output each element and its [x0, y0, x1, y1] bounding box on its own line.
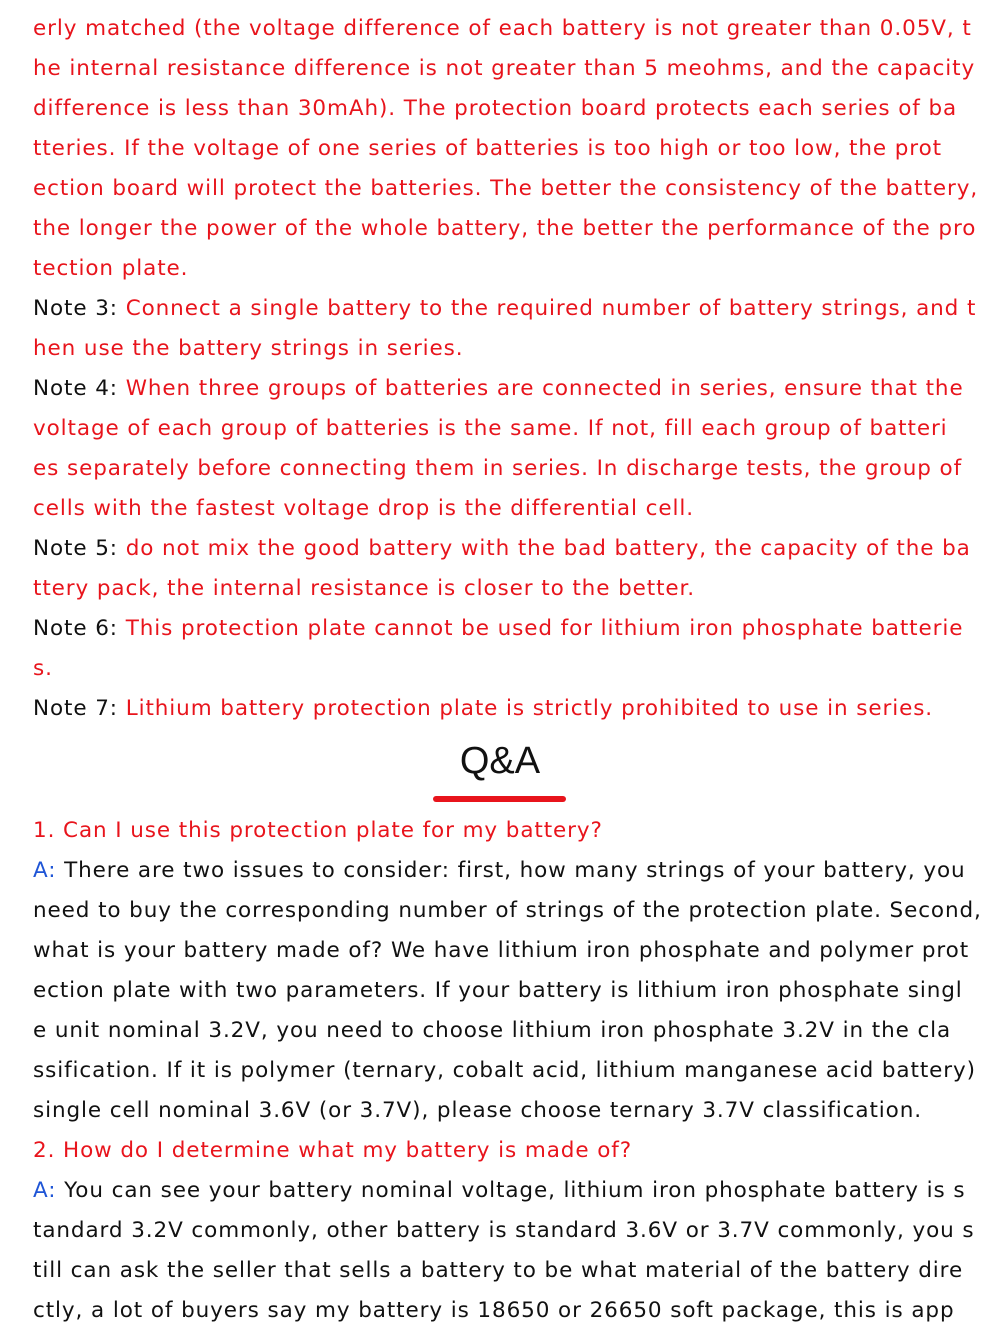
text-segment: he internal resistance difference is not greater than 5 meohms, and the capacity — [33, 56, 976, 81]
qa-heading-underline — [433, 796, 566, 802]
note-label: Note 6: — [33, 616, 126, 641]
text-segment: ttery pack, the internal resistance is closer to the better. — [33, 576, 696, 601]
notes-line — [33, 49, 975, 89]
text-segment: When three groups of batteries are connected in series, ensure that the — [125, 376, 964, 401]
notes-line — [33, 569, 695, 609]
qa-line — [33, 811, 603, 851]
note-label: Note 4: — [33, 376, 126, 401]
notes-line — [33, 609, 963, 649]
qa-line — [33, 931, 969, 971]
qa-line — [33, 1011, 951, 1051]
text-segment: es separately before connecting them in series. In discharge tests, the group of — [33, 456, 963, 481]
text-segment: ection board will protect the batteries. The better the consistency of the battery, — [33, 176, 979, 201]
notes-line — [33, 209, 976, 249]
answer-label: A: — [33, 858, 65, 883]
qa-heading: Q&A — [459, 740, 541, 782]
notes-line — [33, 689, 933, 729]
qa-line — [33, 1051, 976, 1091]
notes-line — [33, 169, 978, 209]
qa-line — [33, 851, 966, 891]
text-segment: Lithium battery protection plate is strictly prohibited to use in series. — [125, 696, 934, 721]
text-segment: 1. Can I use this protection plate for my battery? — [33, 818, 603, 843]
notes-line — [33, 129, 942, 169]
text-segment: do not mix the good battery with the bad battery, the capacity of the ba — [125, 536, 971, 561]
notes-line — [33, 529, 971, 569]
text-segment: the longer the power of the whole battery, the better the performance of the pro — [33, 216, 977, 241]
text-segment: s. — [33, 656, 53, 681]
notes-line — [33, 489, 694, 529]
text-segment: ection plate with two parameters. If your battery is lithium iron phosphate singl — [33, 978, 963, 1003]
text-segment: ctly, a lot of buyers say my battery is 18650 or 26650 soft package, this is app — [33, 1298, 955, 1323]
text-segment: voltage of each group of batteries is the same. If not, fill each group of batteri — [33, 416, 948, 441]
note-label: Note 3: — [33, 296, 126, 321]
text-segment: till can ask the seller that sells a battery to be what material of the battery dire — [33, 1258, 964, 1283]
text-segment: need to buy the corresponding number of strings of the protection plate. Second, — [33, 898, 982, 923]
notes-line — [33, 329, 464, 369]
notes-line — [33, 369, 964, 409]
text-segment: single cell nominal 3.6V (or 3.7V), please choose ternary 3.7V classification. — [33, 1098, 922, 1123]
qa-line — [33, 1291, 955, 1331]
qa-line — [33, 1131, 632, 1171]
note-label: Note 5: — [33, 536, 126, 561]
text-segment: ssification. If it is polymer (ternary, cobalt acid, lithium manganese acid battery) — [33, 1058, 976, 1083]
notes-line — [33, 289, 976, 329]
text-segment: tection plate. — [33, 256, 189, 281]
text-segment: e unit nominal 3.2V, you need to choose lithium iron phosphate 3.2V in the cla — [33, 1018, 952, 1043]
notes-line — [33, 449, 962, 489]
text-segment: tandard 3.2V commonly, other battery is standard 3.6V or 3.7V commonly, you s — [33, 1218, 975, 1243]
text-segment: what is your battery made of? We have lithium iron phosphate and polymer prot — [33, 938, 970, 963]
qa-line — [33, 1211, 975, 1251]
qa-line — [33, 1171, 965, 1211]
qa-line — [33, 1091, 922, 1131]
answer-label: A: — [33, 1178, 65, 1203]
text-segment: tteries. If the voltage of one series of batteries is too high or too low, the prot — [33, 136, 942, 161]
qa-line — [33, 891, 982, 931]
note-label: Note 7: — [33, 696, 126, 721]
notes-line — [33, 409, 948, 449]
qa-line — [33, 971, 963, 1011]
text-segment: hen use the battery strings in series. — [33, 336, 464, 361]
text-segment: You can see your battery nominal voltage, lithium iron phosphate battery is s — [64, 1178, 966, 1203]
text-segment: erly matched (the voltage difference of each battery is not greater than 0.05V, t — [33, 16, 972, 41]
text-segment: There are two issues to consider: first, how many strings of your battery, you — [64, 858, 966, 883]
notes-line — [33, 649, 53, 689]
text-segment: This protection plate cannot be used for lithium iron phosphate batterie — [125, 616, 964, 641]
text-segment: Connect a single battery to the required number of battery strings, and t — [125, 296, 977, 321]
text-segment: difference is less than 30mAh). The protection board protects each series of ba — [33, 96, 958, 121]
text-segment: 2. How do I determine what my battery is made of? — [33, 1138, 633, 1163]
notes-line — [33, 9, 972, 49]
text-segment: cells with the fastest voltage drop is the differential cell. — [33, 496, 694, 521]
notes-line — [33, 249, 188, 289]
notes-line — [33, 89, 957, 129]
qa-line — [33, 1251, 963, 1291]
